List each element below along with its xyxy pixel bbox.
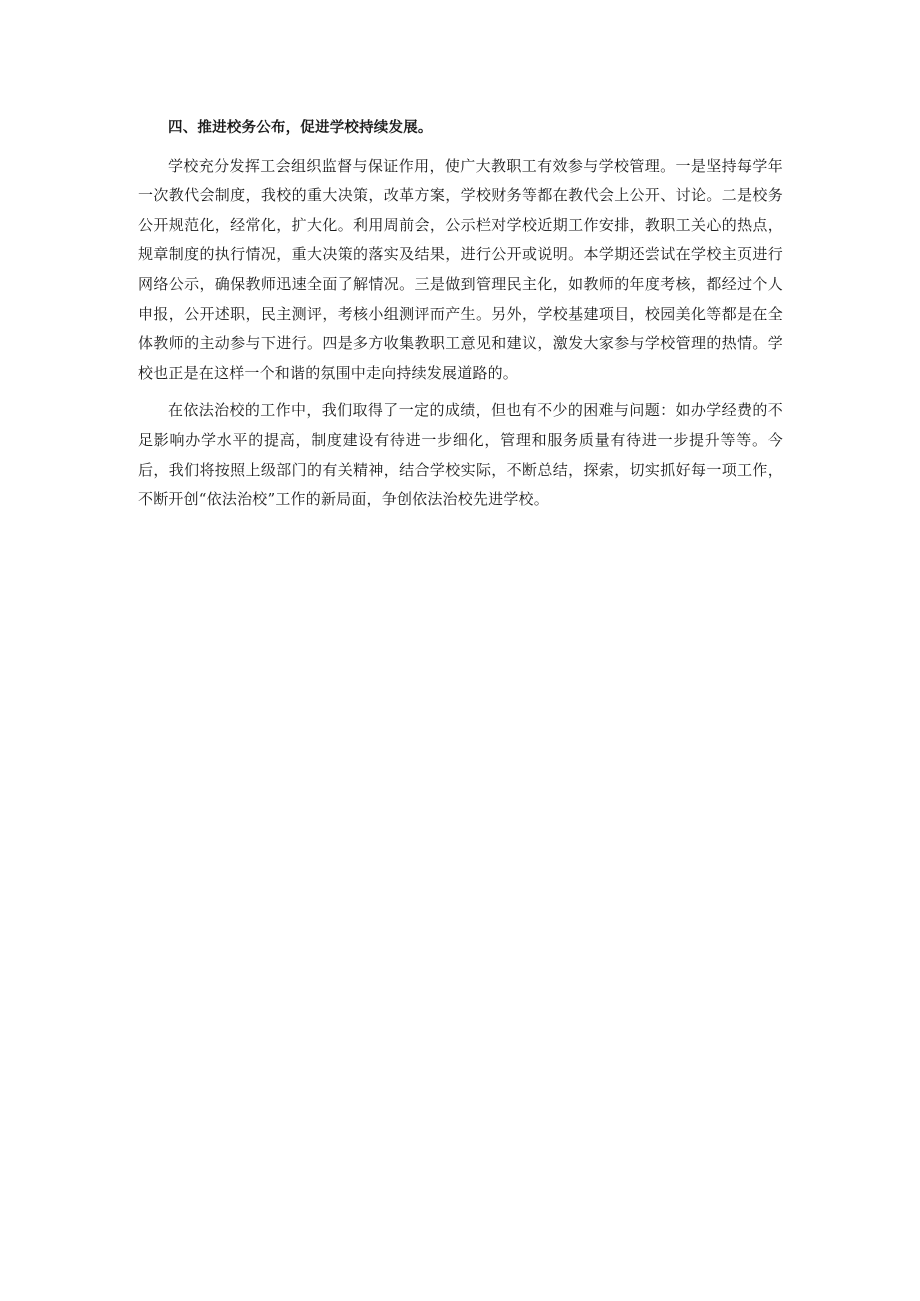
paragraph-school-affairs: 学校充分发挥工会组织监督与保证作用，使广大教职工有效参与学校管理。一是坚持每学年一次教代会制度，我校的重大决策，改革方案，学校财务等都在教代会上公开、讨论。二是校务公开规范化，经常化，扩大化。利用周前会，公示栏对学校近期工作安排，教职工关心的热点，规章制度的执行情况，重大决策的落实及结果，进行公开或说明。本学期还尝试在学校主页进行网络公示，确保教师迅速全面了解情况。三是做到管理民主化，如教师的年度考核，都经过个人申报，公开述职，民主测评，考核小组测评而产生。另外，学校基建项目，校园美化等都是在全体教师的主动参与下进行。四是多方收集教职工意见和建议，激发大家参与学校管理的热情。学校也正是在这样一个和谐的氛围中走向持续发展道路的。	[138, 156, 783, 382]
paragraph-conclusion: 在依法治校的工作中，我们取得了一定的成绩，但也有不少的困难与问题：如办学经费的不足影响办学水平的提高，制度建设有待进一步细化，管理和服务质量有待进一步提升等等。今后，我们将按照上级部门的有关精神，结合学校实际，不断总结，探索，切实抓好每一项工作，不断开创“依法治校”工作的新局面，争创依法治校先进学校。	[138, 401, 783, 509]
section-heading: 四、推进校务公布，促进学校持续发展。	[168, 120, 433, 136]
document-body	[138, 114, 783, 523]
